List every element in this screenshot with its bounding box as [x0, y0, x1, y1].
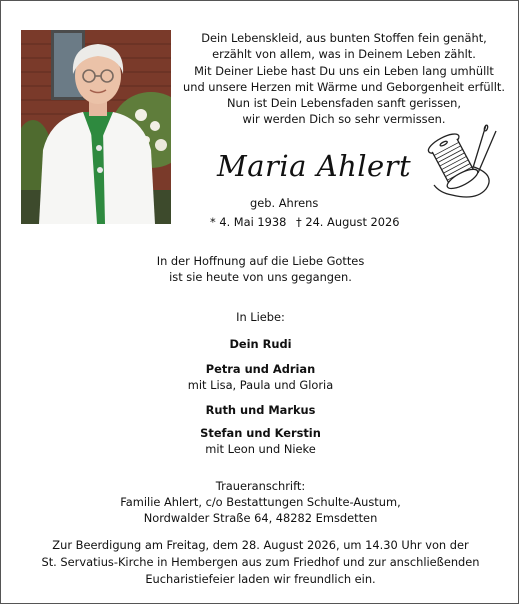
- in-love-heading: In Liebe:: [236, 310, 285, 324]
- death-date: † 24. August 2026: [296, 215, 400, 229]
- poem-line: Dein Lebenskleid, aus bunten Stoffen fein genäht,: [201, 31, 487, 45]
- portrait-photo: [21, 30, 171, 224]
- family-member: Petra und Adrian: [205, 362, 316, 376]
- address-line: Nordwalder Straße 64, 48282 Emsdetten: [143, 511, 378, 525]
- poem-line: Mit Deiner Liebe hast Du uns ein Leben lang umhüllt: [194, 63, 494, 78]
- family-member-children: mit Leon und Nieke: [205, 442, 316, 456]
- thread-spool-icon: [426, 123, 502, 201]
- birth-date: * 4. Mai 1938: [210, 215, 287, 229]
- deceased-name: Maria Ahlert: [217, 149, 412, 183]
- family-member: Dein Rudi: [229, 337, 292, 351]
- poem: [179, 30, 509, 128]
- portrait-photo-image: [21, 30, 171, 224]
- funeral-notice-line: Zur Beerdigung am Freitag, dem 28. August 2026, um 14.30 Uhr von der: [52, 538, 469, 552]
- poem-line: erzählt von allem, was in Deinem Leben zählt.: [212, 47, 476, 62]
- hope-line: In der Hoffnung auf die Liebe Gottes: [156, 254, 365, 268]
- address-line: Familie Ahlert, c/o Bestattungen Schulte-Austum,: [120, 495, 401, 509]
- family-member: Stefan und Kerstin: [200, 426, 321, 440]
- funeral-notice-line: St. Servatius-Kirche in Hembergen aus zum Friedhof und zur anschließenden: [41, 555, 480, 569]
- maiden-name: geb. Ahrens: [250, 196, 319, 210]
- family-member-children: mit Lisa, Paula und Gloria: [187, 378, 334, 392]
- poem-line: Nun ist Dein Lebensfaden sanft gerissen,: [227, 96, 461, 111]
- family-member: Ruth und Markus: [205, 403, 316, 417]
- funeral-notice-line: Eucharistiefeier laden wir freundlich ein.: [145, 572, 376, 586]
- poem-line: und unsere Herzen mit Wärme und Geborgenheit erfüllt.: [183, 79, 505, 94]
- address-heading: Traueranschrift:: [215, 479, 306, 493]
- hope-line: ist sie heute von uns gegangen.: [169, 270, 352, 284]
- poem-line: wir werden Dich so sehr vermissen.: [242, 112, 446, 127]
